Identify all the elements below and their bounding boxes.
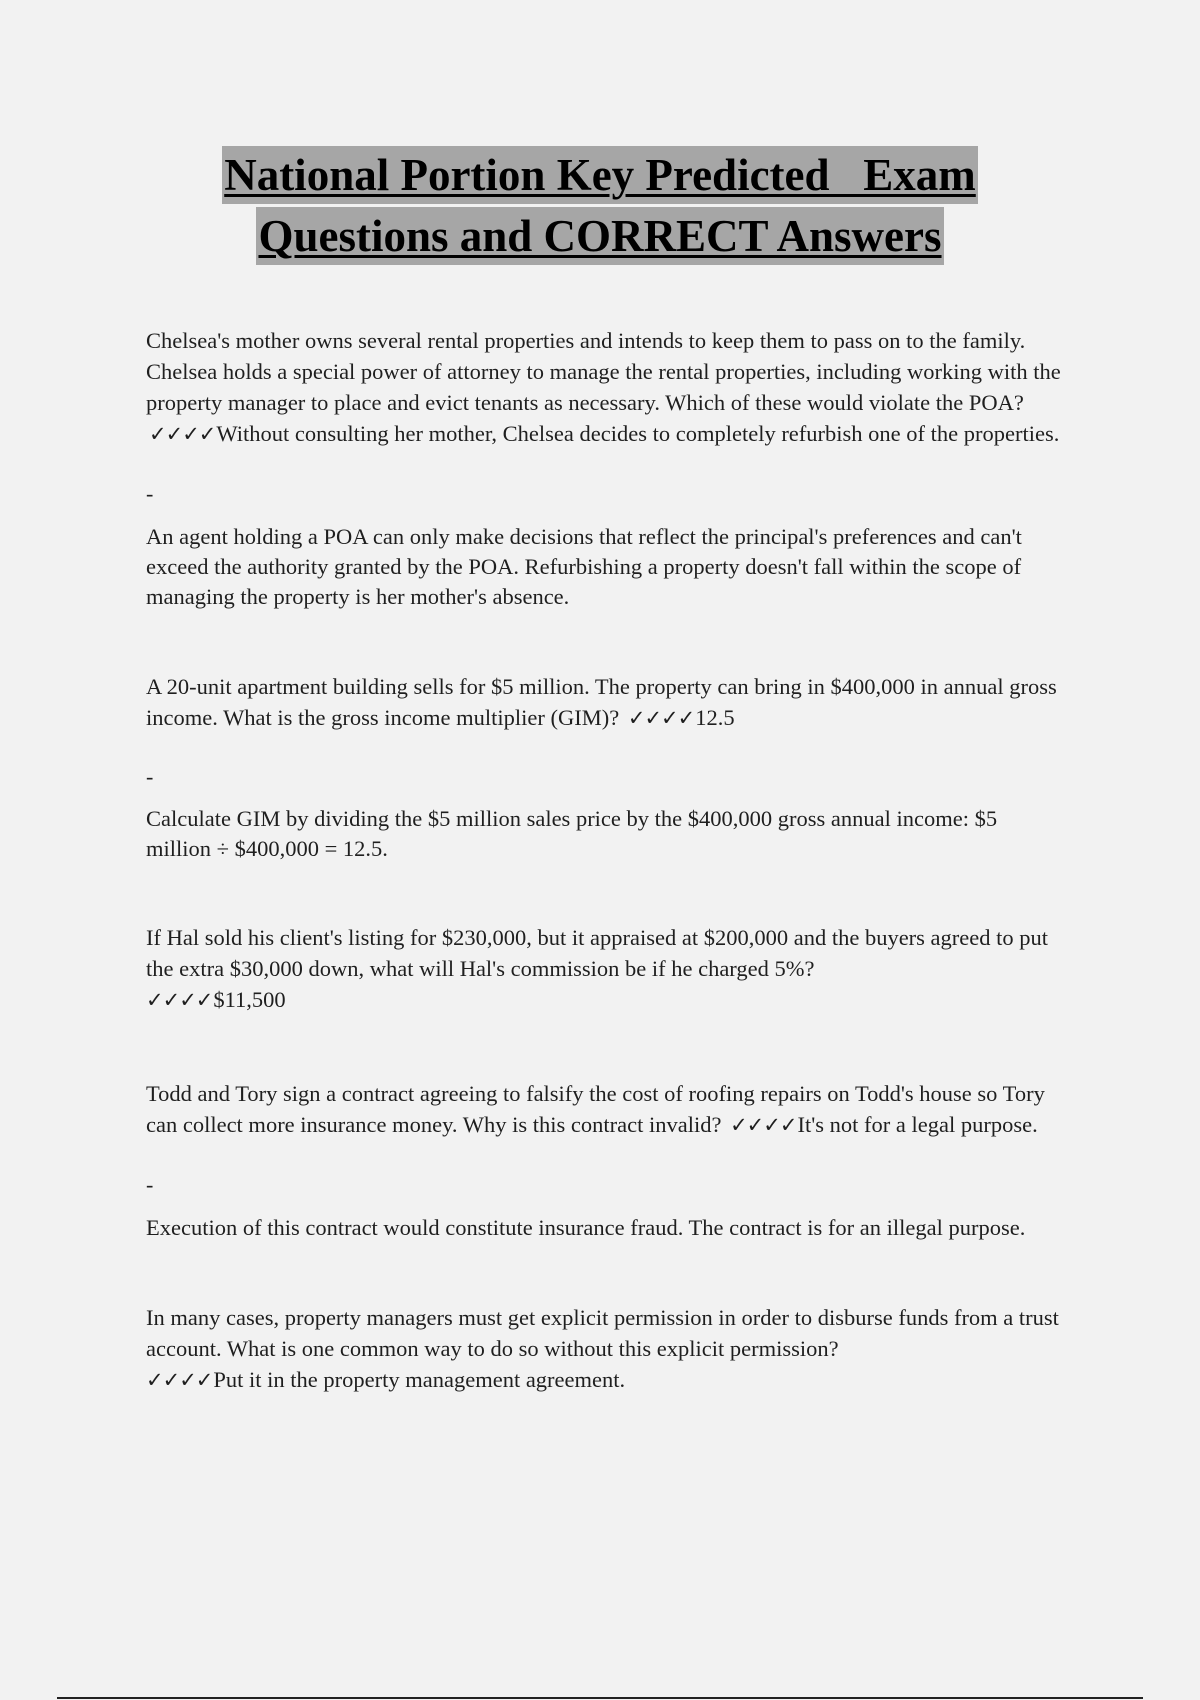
answer-text: Without consulting her mother, Chelsea decides to completely refurbish one of the properties. xyxy=(216,421,1060,446)
check-marks-icon: ✓✓✓✓ xyxy=(730,1113,797,1137)
question-text: Chelsea's mother owns several rental properties and intends to keep them to pass on to the family. Chelsea holds a special power of attorney to manage the rental properties, including working with the property manager to place and evict tenants as necessary. Which of these would violate the POA? xyxy=(146,328,1061,415)
qa-item-5 xyxy=(146,1302,1066,1396)
qa-item-3 xyxy=(146,922,1066,1016)
check-marks-icon: ✓✓✓✓ xyxy=(146,1368,213,1392)
explanation-text: Execution of this contract would constitute insurance fraud. The contract is for an illegal purpose. xyxy=(146,1215,1026,1240)
question-text: In many cases, property managers must get explicit permission in order to disburse funds from a trust account. What is one common way to do so without this explicit permission? xyxy=(146,1305,1059,1361)
document-title xyxy=(0,146,1200,265)
separator: - xyxy=(146,1172,154,1197)
answer-text: Put it in the property management agreement. xyxy=(213,1367,626,1392)
qa-content xyxy=(146,325,1066,1396)
qa-item-4 xyxy=(146,1078,1066,1141)
footer-rule xyxy=(57,1697,1143,1699)
separator: - xyxy=(146,764,154,789)
explanation-text: Calculate GIM by dividing the $5 million sales price by the $400,000 gross annual income: $5 million ÷ $400,000 = 12.5. xyxy=(146,806,998,861)
qa-item-1 xyxy=(146,325,1066,450)
qa-item-2 xyxy=(146,671,1066,734)
explanation-text: An agent holding a POA can only make decisions that reflect the principal's preferences and can't exceed the authority granted by the POA. Refurbishing a property doesn't fall within the scope of managing the property is her mother's absence. xyxy=(146,524,1022,609)
title-line-1: National Portion Key Predicted Exam xyxy=(222,146,978,204)
answer-text: It's not for a legal purpose. xyxy=(797,1112,1038,1137)
answer-text: $11,500 xyxy=(213,987,286,1012)
check-marks-icon: ✓✓✓✓ xyxy=(149,422,216,446)
separator: - xyxy=(146,481,154,506)
answer-text: 12.5 xyxy=(695,705,735,730)
check-marks-icon: ✓✓✓✓ xyxy=(627,706,695,730)
title-line-2: Questions and CORRECT Answers xyxy=(256,207,943,265)
question-text: A 20-unit apartment building sells for $5 million. The property can bring in $400,000 in annual gross income. What is the gross income multiplier (GIM)? xyxy=(146,674,1057,730)
check-marks-icon: ✓✓✓✓ xyxy=(146,988,213,1012)
question-text: Todd and Tory sign a contract agreeing to falsify the cost of roofing repairs on Todd's house so Tory can collect more insurance money. Why is this contract invalid? xyxy=(146,1081,1045,1137)
question-text: If Hal sold his client's listing for $230,000, but it appraised at $200,000 and the buyers agreed to put the extra $30,000 down, what will Hal's commission be if he charged 5%? xyxy=(146,925,1049,981)
